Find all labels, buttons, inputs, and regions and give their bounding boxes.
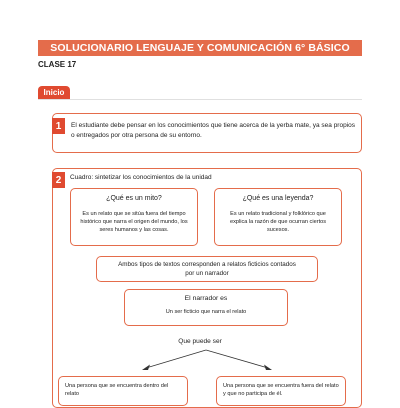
mito-title: ¿Qué es un mito?	[106, 195, 162, 202]
section-label: Inicio	[43, 88, 65, 97]
arrow-left-line	[146, 350, 206, 368]
opcion-fuera-text: Una persona que se encuentra fuera del relato y que no participa de él.	[223, 383, 339, 397]
opcion-dentro-text: Una persona que se encuentra dentro del relato	[65, 383, 169, 397]
activity-1-text: El estudiante debe pensar en los conocimientos que tiene acerca de la yerba mate, ya sea propios o entregados por otra persona de su entorno.	[71, 122, 356, 139]
narrador-title: El narrador es	[184, 295, 228, 302]
header-title: SOLUCIONARIO LENGUAJE Y COMUNICACIÓN 6° BÁSICO	[50, 42, 350, 54]
activity-2-number: 2	[52, 172, 65, 188]
arrow-right-line	[206, 350, 268, 368]
class-number: CLASE 17	[38, 60, 77, 69]
opcion-fuera-box	[216, 376, 346, 406]
mito-text: Es un relato que se sitúa fuera del tiempo histórico que narra el origen del mundo, los seres humanos y las cosas.	[80, 211, 188, 233]
arrow-right-head	[264, 365, 272, 371]
activity-2-label: Cuadro: sintetizar los conocimientos de la unidad	[70, 174, 212, 181]
leyenda-text: Es un relato tradicional y folklórico que explica la razón de que ocurran ciertos sucesos.	[229, 211, 327, 233]
opcion-dentro-box	[58, 376, 188, 406]
leyenda-title: ¿Qué es una leyenda?	[242, 195, 314, 202]
narrador-text: Un ser ficticio que narra el relato	[165, 309, 247, 315]
puede-ser-label: Que puede ser	[178, 338, 222, 345]
ambos-text: Ambos tipos de textos corresponden a relatos ficticios contados por un narrador	[118, 261, 296, 277]
activity-1-number: 1	[52, 118, 65, 134]
arrow-left-head	[142, 365, 150, 371]
